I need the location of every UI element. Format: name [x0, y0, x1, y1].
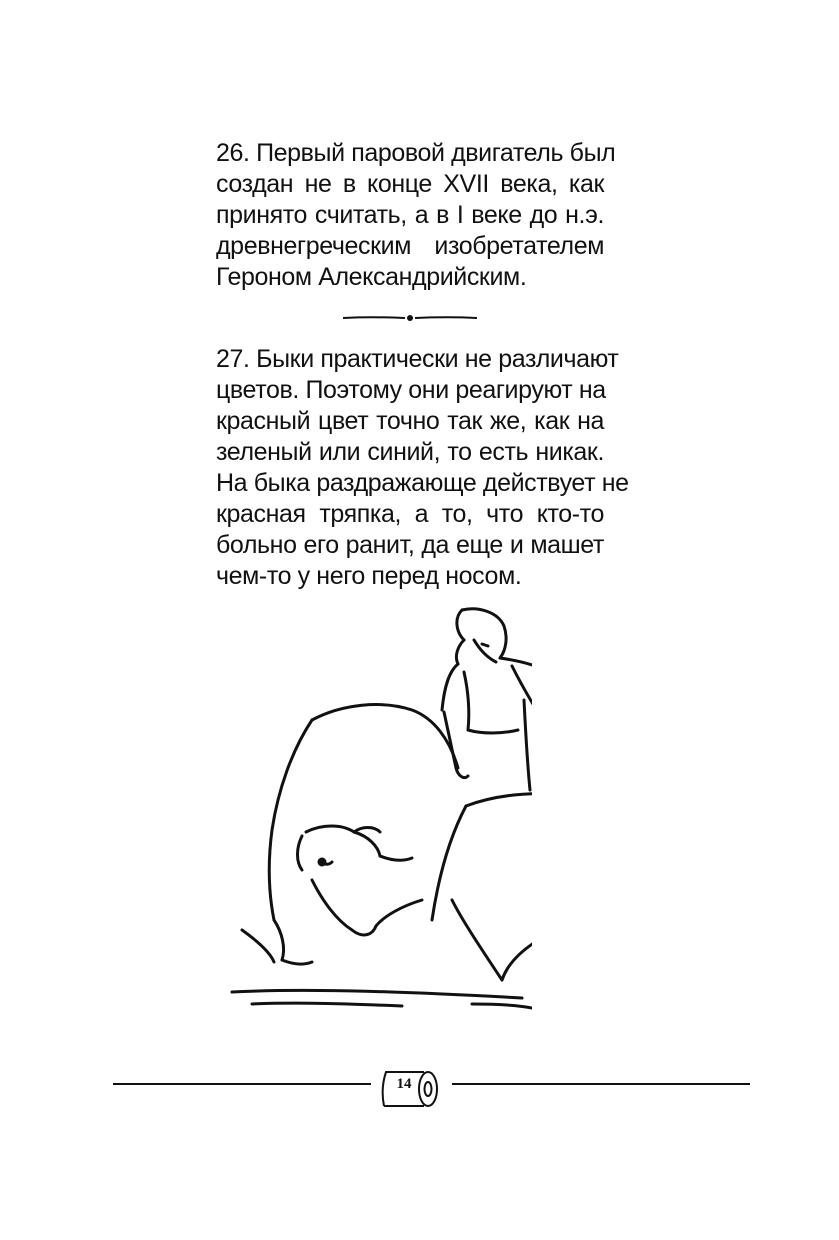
fact-line: красный цвет точно так же, как на: [216, 407, 604, 435]
fact-line: 27. Быки практически не различают: [216, 345, 619, 373]
fact-26: [216, 138, 616, 293]
fact-line: 26. Первый паровой двигатель был: [216, 139, 616, 167]
fact-line: создан не в конце XVII века, как: [216, 170, 604, 198]
fact-27: [216, 344, 629, 592]
footer-rule-left: [113, 1083, 371, 1085]
footer-rule-right: [452, 1083, 750, 1085]
fact-line: принято считать, а в I веке до н.э.: [216, 201, 604, 229]
fact-line: древнегреческим изобретателем: [216, 232, 604, 260]
fact-line: На быка раздражающе действует не: [216, 469, 629, 497]
fact-line: цветов. Поэтому они реагируют на: [216, 376, 606, 404]
fact-line: больно его ранит, да еще и машет: [216, 531, 604, 559]
bullfighter-and-bull-illustration: [212, 600, 532, 1020]
section-separator: [343, 311, 477, 325]
fact-line: красная тряпка, а то, что кто-то: [216, 500, 604, 528]
fact-line: чем-то у него перед носом.: [216, 562, 522, 590]
page-number: 14: [396, 1076, 412, 1092]
fact-line: зеленый или синий, то есть никак.: [216, 438, 604, 466]
fact-line: Героном Александрийским.: [216, 263, 527, 291]
page-footer: [0, 1060, 839, 1120]
